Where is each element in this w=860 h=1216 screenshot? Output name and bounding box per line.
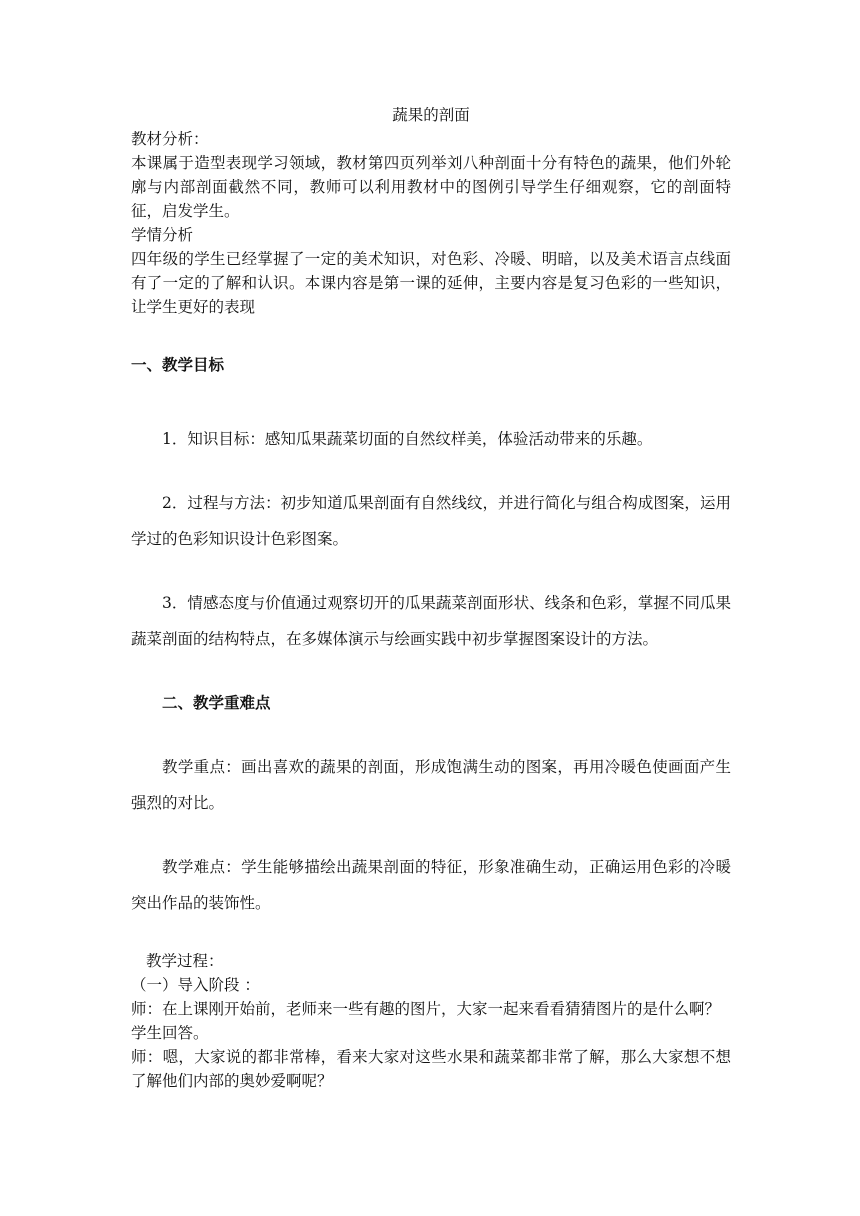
document-title: 蔬果的剖面 [392,106,470,124]
section1-heading: 一、教学目标 [131,356,225,374]
goal-3: 3．情感态度与价值通过观察切开的瓜果蔬菜剖面形状、线条和色彩，掌握不同瓜果蔬菜剖面的结构特点，在多媒体演示与绘画实践中初步掌握图案设计的方法。 [131,594,731,648]
teaching-key-point: 教学重点：画出喜欢的蔬果的剖面，形成饱满生动的图案，再用冷暖色使画面产生强烈的对比。 [131,758,731,812]
process-stage-1: （一）导入阶段 ： [131,976,260,994]
analysis-text: 本课属于造型表现学习领域，教材第四页列举刘八种剖面十分有特色的蔬果，他们外轮廓与内部剖面截然不同，教师可以利用教材中的图例引导学生仔细观察，它的剖面特征，启发学生。 [131,154,731,220]
process-label: 教学过程： [146,952,224,970]
analysis-label: 教材分析： [131,130,209,148]
goal-1: 1．知识目标：感知瓜果蔬菜切面的自然纹样美，体验活动带来的乐趣。 [162,430,653,448]
process-line-2: 学生回答。 [131,1024,209,1042]
teaching-difficulty: 教学难点：学生能够描绘出蔬果剖面的特征，形象准确生动，正确运用色彩的冷暖突出作品的装饰性。 [131,858,731,912]
document-body [131,103,731,1093]
goal-2: 2．过程与方法：初步知道瓜果剖面有自然线纹，并进行简化与组合构成图案，运用学过的色彩知识设计色彩图案。 [131,494,731,548]
section2-heading: 二、教学重难点 [162,694,271,712]
situation-text: 四年级的学生已经掌握了一定的美术知识，对色彩、冷暖、明暗，以及美术语言点线面有了一定的了解和认识。本课内容是第一课的延伸，主要内容是复习色彩的一些知识，让学生更好的表现 [131,250,731,316]
process-line-3: 师：嗯，大家说的都非常棒，看来大家对这些水果和蔬菜都非常了解，那么大家想不想了解他们内部的奥妙爱啊呢？ [131,1048,731,1090]
process-line-1: 师：在上课刚开始前，老师来一些有趣的图片，大家一起来看看猜猜图片的是什么啊？ [131,1000,721,1018]
situation-label: 学情分析 [131,226,194,244]
